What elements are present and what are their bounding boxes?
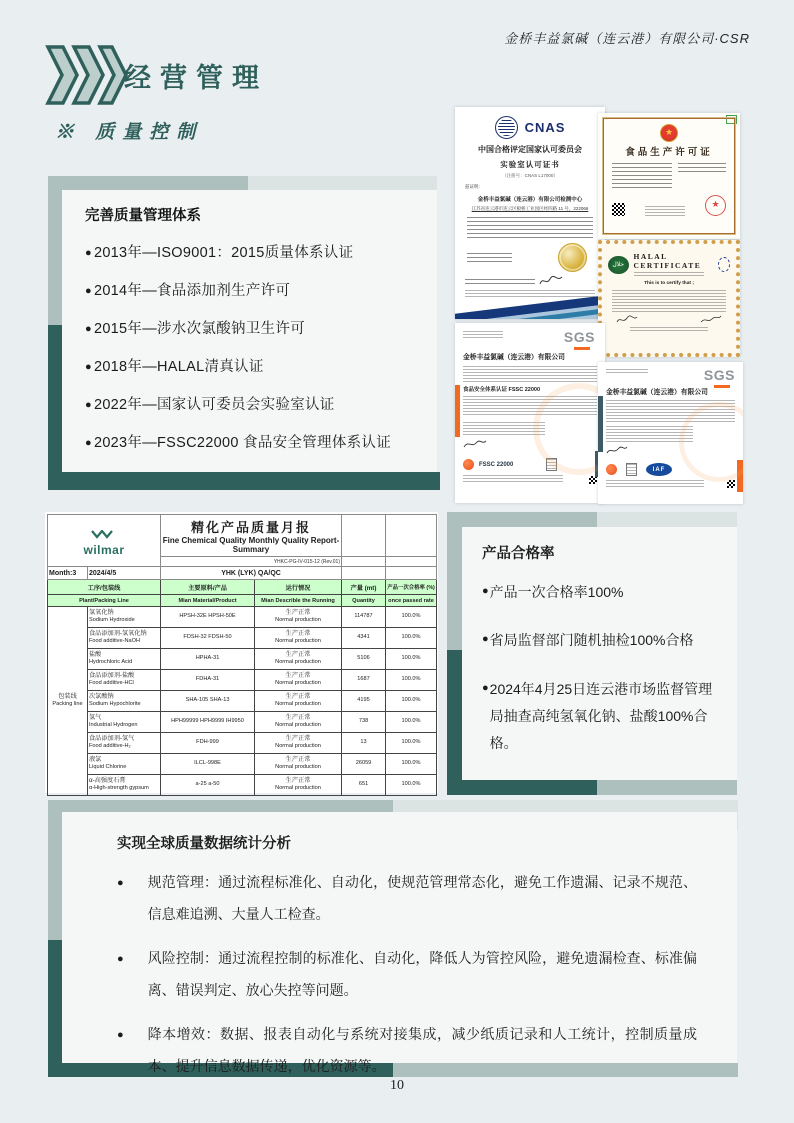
wilmar-mark-icon [91,530,117,539]
table-cell: SHA-105 SHA-13 [161,691,255,712]
cnas-dates [467,253,512,263]
table-cell: FDSH-32 FDSH-50 [161,628,255,649]
table-cell: FDHA-31 [161,670,255,691]
cnas-org-title: 中国合格评定国家认可委员会 [478,145,582,154]
quality-system-box [62,190,437,472]
cnas-address: 江苏省连云港市连云区板桥工业园区经四路 11 号，222066 [471,206,589,211]
table-cell: 生产正常 Normal production [255,691,342,712]
signature-icon [700,315,722,325]
ilac-mra-icon [495,116,518,139]
table-cell: 生产正常 Normal production [255,733,342,754]
list-item: ● 规范管理：通过流程标准化、自动化，使规范管理常态化，避免工作遗漏、记录不规范、信息难追溯、大量人工检查。 [117,874,697,922]
sgs-logo: SGS [564,329,595,350]
quality-system-list [85,241,427,452]
quality-system-title: 完善质量管理体系 [85,208,201,224]
col-header: 运行情况 [255,580,342,595]
halal-certificate-image [598,240,740,357]
accreditation-badge-icon [626,463,637,476]
table-month: Month:3 [49,569,77,577]
sgs-company-name: 金桥丰益氯碱（连云港）有限公司 [606,389,708,396]
col-header-en: Quantity [342,595,386,607]
decor-teal-strip [447,650,462,795]
table-title-zh: 精化产品质量月报 [191,520,312,535]
list-item: ● 降本增效：数据、报表自动化与系统对接集成，减少纸质记录和人工统计，控制质量成本、提升信息数据传递，优化资源等。 [117,1026,697,1074]
analysis-title: 实现全球质量数据统计分析 [117,836,291,852]
chevron-arrows-icon [44,44,130,111]
halal-footer-text [630,327,708,333]
list-item: ● 2015年—涉水次氯酸钠卫生许可 [85,317,427,338]
table-row [48,607,437,628]
decor-teal-band [48,472,440,490]
table-cell: 26059 [342,754,386,775]
page-number: 10 [390,1078,404,1093]
table-cell: 738 [342,712,386,733]
table-cell: 100.0% [386,691,437,712]
table-cell: 100.0% [386,775,437,796]
col-header: 产量 (mt) [342,580,386,595]
sgs-fssc-certificate-image [455,323,605,503]
table-cell: ILCL-998E [161,754,255,775]
table-cell: 食品添加剂-氢气 Food additive-H₂ [88,733,161,754]
quality-report-table [47,514,437,796]
cnas-holder: 金桥丰益氯碱（连云港）有限公司检测中心 [477,197,583,203]
cnas-doc-title: 实验室认可证书 [500,160,560,169]
table-cell: 100.0% [386,607,437,628]
table-cell: 生产正常 Normal production [255,607,342,628]
list-item: ● 2022年—国家认可委员会实验室认证 [85,393,427,414]
header-company-csr: 金桥丰益氯碱（连云港）有限公司·CSR [504,31,750,46]
table-cell: 13 [342,733,386,754]
table-cell: 100.0% [386,649,437,670]
signature-icon [463,439,487,449]
report-table-body [48,607,437,796]
table-row [48,628,437,649]
table-row [48,670,437,691]
table-cell: 食品添加剂-氢氧化钠 Food additive-NaOH [88,628,161,649]
food-license-border [603,118,735,234]
halal-title: HALAL CERTIFICATE [633,252,702,270]
cert-number-lines [606,369,648,375]
packing-line-cell: 包装线 Packing line [48,607,88,796]
qr-code-icon [612,203,625,216]
table-row [48,775,437,796]
cert-body-text [463,366,597,382]
cnas-logo: CNAS [524,120,566,135]
table-cell: 生产正常 Normal production [255,712,342,733]
col-header-en: once passed rate [386,595,437,607]
list-item: ● 2023年—FSSC22000 食品安全管理体系认证 [85,431,427,452]
blue-stamp-icon [718,257,730,272]
list-item: ● 风险控制：通过流程控制的标准化、自动化，降低人为管控风险，避免遗漏检查、标准偏离、错误判定、放心失控等问题。 [117,950,697,998]
col-header-en: Plant/Packing Line [48,595,161,607]
table-cell: HPHA-31 [161,649,255,670]
sgs-company-name: 金桥丰益氯碱（连云港）有限公司 [463,354,565,361]
certification-mark-icon [606,464,617,475]
col-header-en: Mian Material/Product [161,595,255,607]
table-cell: HPH99999 HPH9999 IH9950 [161,712,255,733]
table-cell: a-25 a-50 [161,775,255,796]
pass-rate-title: 产品合格率 [482,546,555,562]
list-item: ● 2024年4月25日连云港市场监督管理局抽查高纯氢氧化钠、盐酸100%合格。 [482,680,713,752]
cnas-signer-line [465,279,535,284]
cnas-wave-footer [455,287,605,319]
cnas-prove-label: 兹证明： [465,184,483,189]
list-item: ● 省局监督部门随机抽检100%合格 [482,632,694,649]
license-date-lines [645,206,685,216]
qr-code-icon [727,480,735,488]
table-cell: 盐酸 Hydrochloric Acid [88,649,161,670]
table-cell: 100.0% [386,628,437,649]
table-cell: 114787 [342,607,386,628]
col-header: 工序/包装线 [48,580,161,595]
signature-icon [606,446,628,455]
red-seal-icon: ★ [705,195,726,216]
halal-cert-no [634,272,704,277]
table-cell: α-高强度石膏 α-High-strength gypsum [88,775,161,796]
license-fields-right [678,163,726,175]
decor-sage-band [597,780,737,795]
col-header: 产品一次合格率 (%) [386,580,437,595]
food-license-certificate-image [598,113,740,239]
table-cell: 生产正常 Normal production [255,649,342,670]
cert-footnote [606,480,704,488]
table-cell: HPSH-32E HPSH-50E [161,607,255,628]
table-row [48,754,437,775]
list-item: ● 2018年—HALAL清真认证 [85,355,427,376]
subsection-title: ※ 质量控制 [55,122,204,143]
table-cell: 100.0% [386,712,437,733]
food-license-title: 食品生产许可证 [625,148,713,158]
table-cell: 氢氧化钠 Sodium Hydroxide [88,607,161,628]
table-cell: 氢气 Industrial Hydrogen [88,712,161,733]
table-cell: 5106 [342,649,386,670]
decor-teal-strip [48,940,62,1077]
table-cell: 100.0% [386,754,437,775]
table-cell: 液氯 Liquid Chlorine [88,754,161,775]
halal-certify-line: This is to certify that ; [644,281,694,286]
signature-icon [539,275,563,287]
table-cell: 生产正常 Normal production [255,628,342,649]
signature-icon [616,315,638,325]
sgs-logo: SGS [704,367,735,388]
table-cell: 生产正常 Normal production [255,775,342,796]
table-cell: 生产正常 Normal production [255,670,342,691]
table-cell: 生产正常 Normal production [255,754,342,775]
page-title: 经营管理 [124,63,268,93]
iaf-badge: IAF [646,463,672,476]
cnas-certificate-image [455,107,605,319]
list-item: ● 2013年—ISO9001：2015质量体系认证 [85,241,427,262]
pass-rate-box [462,527,737,780]
sgs-scheme-label: 食品安全体系认证 FSSC 22000 [463,387,541,393]
halal-body-text [612,290,726,312]
decor-orange-bar [455,385,460,437]
cnas-reg-no: （注册号：CNAS L17000） [502,173,558,178]
decor-teal-strip [48,325,62,490]
national-emblem-icon: ★ [660,124,678,142]
table-cell: FDH-999 [161,733,255,754]
wilmar-logo: wilmar [48,515,161,567]
cert-number-lines [463,331,503,338]
table-cell: 1687 [342,670,386,691]
table-cell: 4195 [342,691,386,712]
table-row [48,691,437,712]
analysis-box [62,812,737,1074]
cert-footnote [463,475,563,484]
table-cell: 次氯酸钠 Sodium Hypochlorite [88,691,161,712]
license-fields-left [612,163,672,189]
decor-slate-bar [598,396,603,452]
table-title-en: Fine Chemical Quality Monthly Quality Report-Summary [162,536,340,554]
list-item: ● 2014年—食品添加剂生产许可 [85,279,427,300]
table-cell: 4341 [342,628,386,649]
table-row [48,733,437,754]
decor-teal-band [447,780,597,795]
table-date: 2024/4/5 [89,569,117,577]
table-row [48,649,437,670]
certification-mark-icon [463,459,474,470]
table-cell: 食品添加剂-盐酸 Food additive-HCl [88,670,161,691]
table-cell: 651 [342,775,386,796]
col-header-en: Mian Describle the Running [255,595,342,607]
cnas-body-text [467,217,593,239]
fssc-badge-label: FSSC 22000 [479,461,514,468]
gold-seal-icon [558,243,587,272]
list-item: ● 产品一次合格率100% [482,584,624,600]
table-org: YHK (LYK) QA/QC [221,569,281,577]
table-cell: 100.0% [386,670,437,691]
table-doc-no: YHKC-PG-IV-015-12 (Rev.01) [273,558,341,565]
sgs-iaf-certificate-image [598,362,743,504]
table-cell: 100.0% [386,733,437,754]
quality-report-table-image [45,512,438,793]
table-row [48,712,437,733]
col-header: 主要原料/产品 [161,580,255,595]
halal-badge-icon: حلال [608,256,629,274]
